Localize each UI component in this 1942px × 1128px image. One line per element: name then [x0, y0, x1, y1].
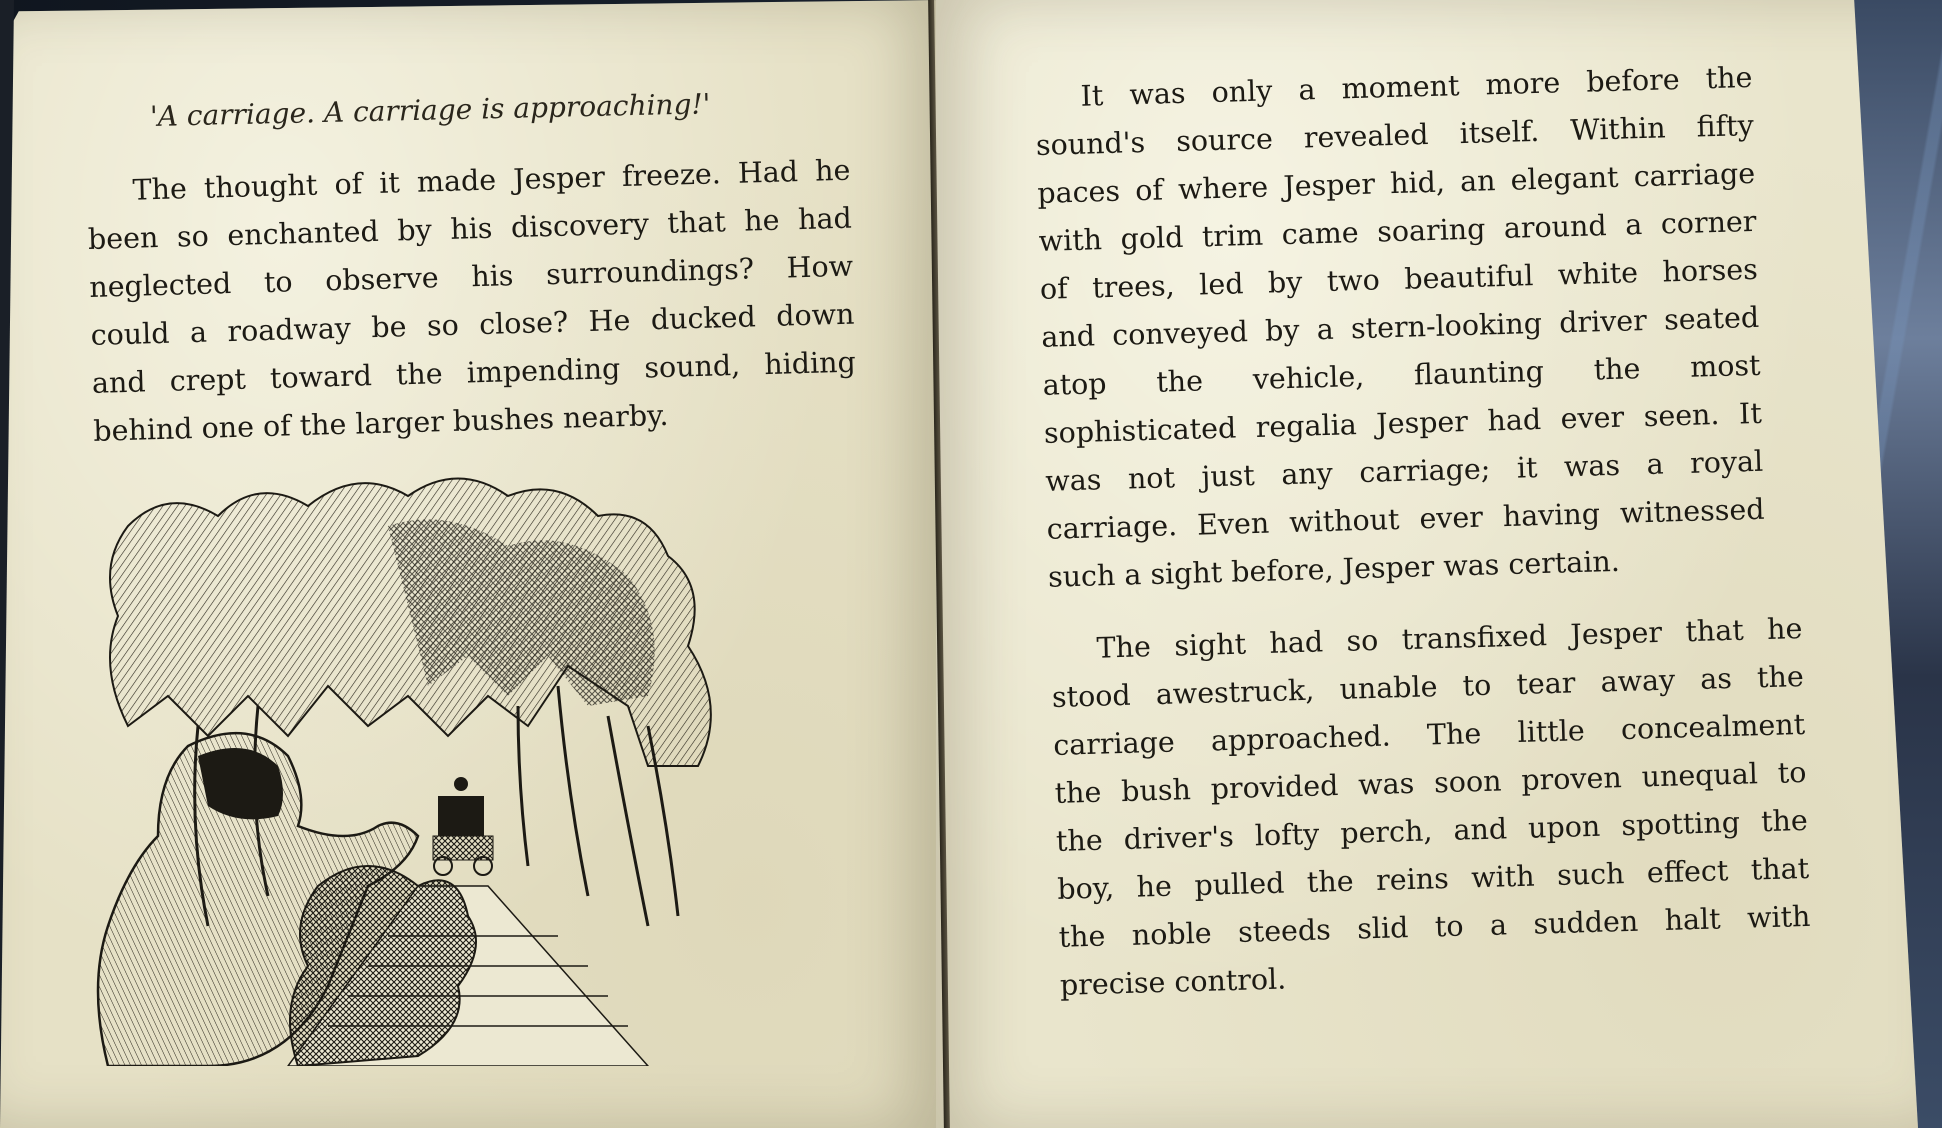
- text-line: paces of where Jesper hid, an elegant carriage: [1036, 156, 1756, 210]
- text-line: could a roadway be so close? He ducked down: [90, 297, 855, 352]
- text-line: and conveyed by a stern-looking driver seated: [1040, 300, 1760, 354]
- text-line: sound's source revealed itself. Within fifty: [1035, 108, 1755, 162]
- right-paragraph-2: [1050, 605, 1812, 1010]
- carriage: [433, 777, 493, 875]
- text-line: behind one of the larger bushes nearby.: [92, 398, 669, 448]
- text-line: with gold trim came soaring around a corner: [1038, 204, 1757, 258]
- right-paragraph-1: [1034, 54, 1766, 602]
- text-line: been so enchanted by his discovery that he had: [87, 201, 853, 256]
- text-line: carriage approached. The little concealment: [1052, 707, 1806, 762]
- text-line: stood awestruck, unable to tear away as the: [1051, 659, 1805, 714]
- text-line: atop the vehicle, flaunting the most: [1042, 348, 1761, 402]
- text-line: The sight had so transfixed Jesper that he: [1096, 612, 1803, 665]
- text-line: precise control.: [1059, 962, 1287, 1002]
- text-line: the bush provided was soon proven unequal to: [1054, 755, 1807, 810]
- left-paragraph: [86, 147, 858, 456]
- text-line: the noble steeds slid to a sudden halt with: [1058, 899, 1811, 954]
- text-line: boy, he pulled the reins with such effect that: [1056, 851, 1810, 906]
- text-line: was not just any carriage; it was a royal: [1044, 444, 1764, 498]
- text-line: the driver's lofty perch, and upon spotting the: [1055, 803, 1809, 858]
- text-line: The thought of it made Jesper freeze. Had he: [132, 153, 851, 207]
- text-line: carriage. Even without ever having witnessed: [1046, 492, 1765, 546]
- text-line: neglected to observe his surroundings? How: [88, 249, 854, 304]
- text-line: and crept toward the impending sound, hiding: [91, 345, 857, 400]
- text-line: of trees, led by two beautiful white horses: [1039, 252, 1759, 306]
- text-line: sophisticated regalia Jesper had ever seen. It: [1043, 396, 1763, 450]
- text-line: such a sight before, Jesper was certain.: [1047, 544, 1621, 594]
- text-line: It was only a moment more before the: [1080, 60, 1753, 113]
- pen-and-ink-illustration: [88, 466, 788, 1066]
- italic-quote: 'A carriage. A carriage is approaching!': [149, 87, 711, 133]
